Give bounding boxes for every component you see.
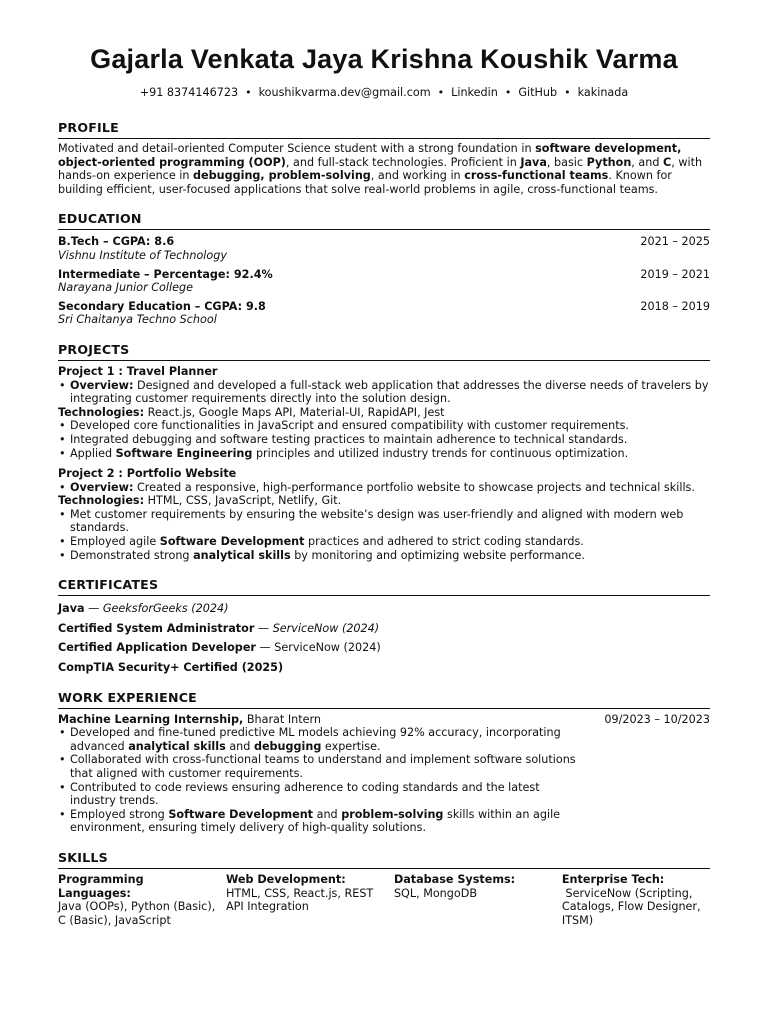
separator-dot: • [245, 86, 252, 99]
profile-section [58, 120, 710, 196]
projects-section [58, 342, 710, 562]
skill-column [226, 873, 394, 927]
project-title: Project 1 : Travel Planner [58, 364, 218, 378]
project-title: Project 2 : Portfolio Website [58, 467, 237, 481]
separator-dot: • [437, 86, 445, 99]
list-item: • Demonstrated strong analytical skills by monitoring and optimizing website performance. [58, 549, 710, 563]
list-item: • Employed agile Software Development practices and adhered to strict coding standards. [58, 535, 710, 549]
school-name: Sri Chaitanya Techno School [58, 313, 217, 327]
contact-line [58, 85, 710, 101]
skill-heading: Enterprise Tech: [561, 872, 665, 886]
list-item: • Applied Software Engineering principles and utilized industry trends for continuous optimization. [58, 447, 710, 461]
project-entry [58, 467, 710, 562]
certificate-entry: Java — GeeksforGeeks (2024) [58, 602, 229, 616]
skills-section [58, 850, 710, 927]
education-heading: EDUCATION [58, 211, 710, 230]
skills-heading: SKILLS [58, 850, 710, 869]
date-range: 2021 – 2025 [640, 235, 710, 249]
date-range: 09/2023 – 10/2023 [604, 712, 710, 726]
email-link[interactable]: koushikvarma.dev@gmail.com [258, 86, 431, 99]
skill-column [562, 873, 710, 927]
skill-column [58, 873, 226, 927]
certificates-section [58, 577, 710, 674]
candidate-name: Gajarla Venkata Jaya Krishna Koushik Varma [90, 44, 678, 74]
profile-heading: PROFILE [58, 120, 710, 139]
certificate-entry: Certified Application Developer — ServiceNow (2024) [58, 641, 381, 655]
date-range: 2018 – 2019 [640, 299, 710, 313]
skill-values: ServiceNow (Scripting, Catalogs, Flow Designer, ITSM) [561, 886, 705, 927]
company-name: Bharat Intern [243, 712, 322, 726]
education-entry [58, 235, 710, 262]
skill-heading: Web Development: [225, 872, 346, 886]
degree-title: B.Tech – CGPA: 8.6 [58, 235, 175, 249]
list-item: • Contributed to code reviews ensuring adherence to coding standards and the latest industry trends. [58, 781, 578, 808]
skill-heading: Database Systems: [393, 872, 516, 886]
certificates-heading: CERTIFICATES [58, 577, 710, 596]
list-item: • Collaborated with cross-functional teams to understand and implement software solutions that aligned with customer requirements. [58, 753, 578, 780]
skill-column [394, 873, 562, 927]
date-range: 2019 – 2021 [640, 267, 710, 281]
list-item: • Overview: Created a responsive, high-performance portfolio website to showcase projects and technical skills. [58, 481, 710, 495]
education-entry [58, 268, 710, 295]
linkedin-link[interactable]: Linkedin [451, 86, 498, 99]
list-item: • Met customer requirements by ensuring the website’s design was user-friendly and aligned with modern web standards. [58, 508, 710, 535]
separator-dot: • [504, 86, 512, 99]
skill-heading: Programming Languages: [58, 872, 144, 900]
list-item: • Developed core functionalities in JavaScript and ensured compatibility with customer requirements. [58, 419, 710, 433]
list-item: • Overview: Designed and developed a full-stack web application that addresses the diverse needs of travelers by integrating customer requirements directly into the solution design. [58, 379, 710, 406]
skill-values: SQL, MongoDB [393, 886, 478, 900]
skill-values: Java (OOPs), Python (Basic), C (Basic), JavaScript [58, 900, 216, 927]
location-text: kakinada [577, 86, 629, 99]
phone-number: +91 8374146723 [139, 86, 239, 99]
project-technologies: Technologies: HTML, CSS, JavaScript, Netlify, Git. [58, 494, 342, 508]
degree-title: Secondary Education – CGPA: 9.8 [58, 299, 266, 313]
certificate-entry: CompTIA Security+ Certified (2025) [58, 661, 284, 675]
school-name: Narayana Junior College [58, 281, 193, 295]
degree-title: Intermediate – Percentage: 92.4% [58, 267, 273, 281]
job-role: Machine Learning Internship, [58, 712, 244, 726]
work-header [58, 713, 710, 727]
skill-values: HTML, CSS, React.js, REST API Integration [225, 886, 374, 914]
work-section [58, 690, 710, 835]
work-heading: WORK EXPERIENCE [58, 690, 710, 709]
project-entry [58, 365, 710, 460]
certificate-entry: Certified System Administrator — ServiceNow (2024) [58, 621, 380, 635]
separator-dot: • [564, 86, 571, 99]
education-section [58, 211, 710, 327]
profile-summary: Motivated and detail-oriented Computer Science student with a strong foundation in software development, object-oriented programming (OOP), and full-stack technologies. Proficient in Java, basic Python, and C, with hands-on experience in debugging, problem-solving, and working in cross-functional teams. Known for building efficient, user-focused applications that solve real-world problems in agile, cross-functional teams. [58, 142, 703, 196]
list-item: • Integrated debugging and software testing practices to maintain adherence to technical standards. [58, 433, 710, 447]
project-technologies: Technologies: React.js, Google Maps API, Material-UI, RapidAPI, Jest [58, 405, 445, 419]
projects-heading: PROJECTS [58, 342, 710, 361]
list-item: • Employed strong Software Development and problem-solving skills within an agile environment, ensuring timely delivery of high-quality solutions. [58, 808, 578, 835]
education-entry [58, 300, 710, 327]
github-link[interactable]: GitHub [518, 86, 558, 99]
school-name: Vishnu Institute of Technology [58, 248, 227, 262]
list-item: • Developed and fine-tuned predictive ML models achieving 92% accuracy, incorporating advanced analytical skills and debugging expertise. [58, 726, 578, 753]
